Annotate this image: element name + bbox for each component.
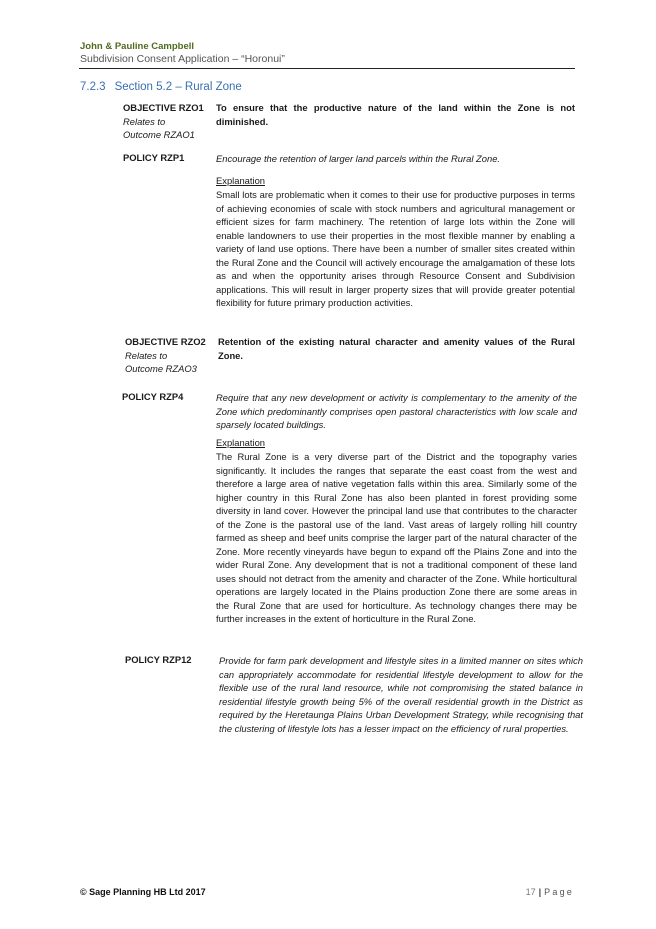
- policy-rzp4-text: Require that any new development or activity is complementary to the amenity of the Zone which predominantly comprises open pastoral characteristics with low scale and sparsely located buildings.: [216, 392, 577, 430]
- objective-rzo1-label-block: [123, 101, 208, 142]
- footer-copyright: © Sage Planning HB Ltd 2017: [80, 887, 206, 897]
- section-title: Section 5.2 – Rural Zone: [114, 81, 242, 93]
- header-divider: [79, 68, 575, 69]
- page-word: Page: [544, 887, 574, 897]
- policy-rzp12-label: POLICY RZP12: [125, 654, 192, 665]
- footer-page-indicator: [526, 887, 574, 897]
- policy-rzp4-explanation: The Rural Zone is a very diverse part of the District and the topography varies significantly. It includes the ranges that separate the east coast from the west and therefore a large area of native vegetation falls within this area. Similarly some of the higher country in this Rural Zone has also been planted in forest providing some diversity in land cover. However the principal land use that contributes to the character of the Zone is the pastoral use of the land. Vast areas of largely rolling hill country farmed as sheep and beef units comprise the larger part of the natural character of the Zone. More recently vineyards have begun to expand off the Plains Zone and into the wider Rural Zone. Any development that is not a traditional component of these land uses should not detract from the amenity and character of the Zone. While horticultural operations are largely located in the Plains production Zone there are some areas in the Rural Zone that are used for horticulture. As technology changes there may be further increases in the extent of horticulture in the Rural Zone.: [216, 451, 577, 624]
- policy-rzp1-label: POLICY RZP1: [123, 152, 185, 163]
- section-number: 7.2.3: [80, 81, 106, 93]
- objective-rzo2-label-block: [125, 335, 215, 376]
- header-author: John & Pauline Campbell: [80, 41, 195, 52]
- policy-rzp4-label: POLICY RZP4: [122, 391, 184, 402]
- objective-rzo1-outcome: Outcome RZAO1: [123, 129, 195, 140]
- objective-rzo2-relates: Relates to: [125, 349, 168, 361]
- objective-rzo1-relates: Relates to: [123, 115, 166, 127]
- objective-rzo1-label: OBJECTIVE RZO1: [123, 102, 204, 113]
- objective-rzo2-label: OBJECTIVE RZO2: [125, 336, 206, 347]
- page-number: 17: [525, 887, 536, 897]
- objective-rzo2-outcome: Outcome RZAO3: [125, 363, 197, 374]
- policy-rzp1-explanation-heading: Explanation: [216, 175, 265, 186]
- page-separator: |: [538, 887, 542, 897]
- policy-rzp1-explanation: Small lots are problematic when it comes to their use for productive purposes in terms of achieving economies of scale with stock numbers and agricultural management or efficient sizes for farm machinery. The retention of large lots within the Zone will enable landowners to use their properties in the most flexible manner by enabling a variety of land use options. There have been a number of smaller sites created within the Rural Zone and the Council will actively encourage the amalgamation of these lots as and when the opportunity arises through Resource Consent and Subdivision applications. This will result in larger property sizes that will provide greater potential flexibility for future primary production activities.: [216, 189, 575, 308]
- policy-rzp1-text: Encourage the retention of larger land parcels within the Rural Zone.: [216, 153, 501, 164]
- policy-rzp4-explanation-heading: Explanation: [216, 437, 265, 448]
- objective-rzo2-text: Retention of the existing natural character and amenity values of the Rural Zone.: [218, 336, 575, 361]
- header-subtitle: Subdivision Consent Application – “Horonui”: [80, 53, 285, 65]
- policy-rzp12-text: Provide for farm park development and lifestyle sites in a limited manner on sites which can appropriately accommodate for residential lifestyle development to allow for the flexible use of the rural land resource, while not compromising the stated balance in residential lifestyle growth being 5% of the overall residential growth in the District as required by the Heretaunga Plains Urban Development Strategy, while recognising that the clustering of lifestyle lots has a lesser impact on the efficiency of rural properties.: [219, 655, 583, 734]
- objective-rzo1-text: To ensure that the productive nature of the land within the Zone is not diminished.: [216, 102, 575, 127]
- section-heading: [80, 81, 242, 93]
